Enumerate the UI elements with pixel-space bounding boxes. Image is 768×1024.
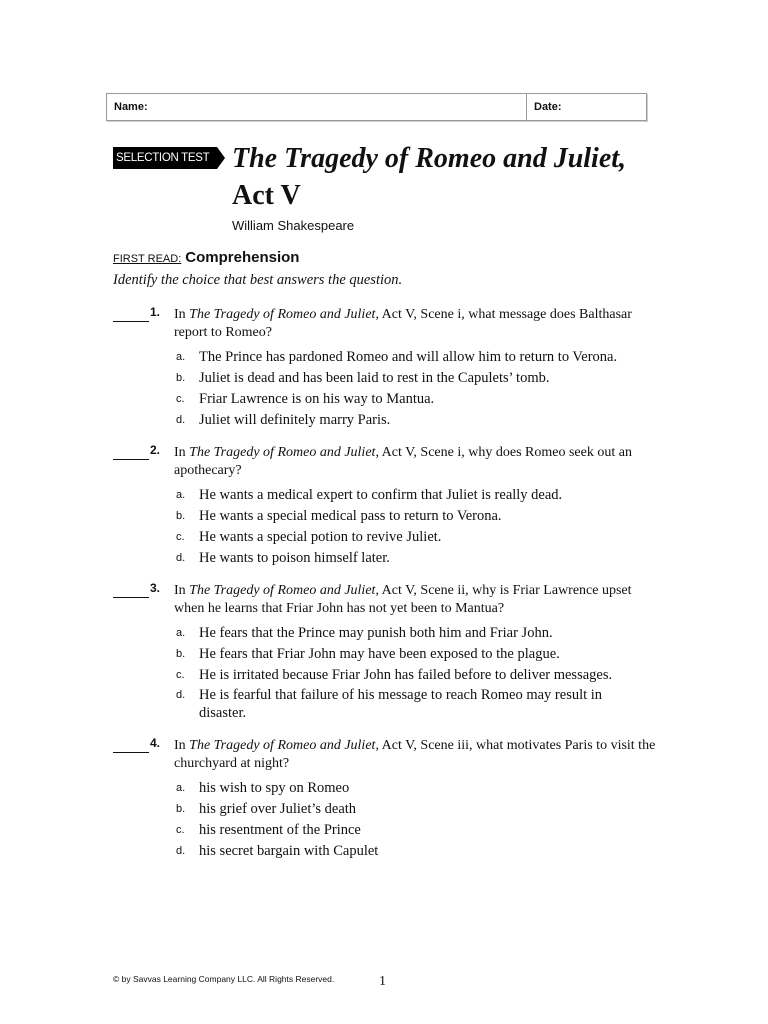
option-text: Juliet is dead and has been laid to rest in the Capulets’ tomb. [199, 370, 550, 386]
work-title: The Tragedy of Romeo and Juliet [189, 583, 376, 598]
section-title: Comprehension [185, 249, 300, 266]
option-text: Friar Lawrence is on his way to Mantua. [199, 391, 435, 407]
answer-blank[interactable] [113, 582, 149, 598]
option-letter: b. [176, 372, 186, 384]
option-letter: a. [176, 627, 186, 639]
author: William Shakespeare [232, 218, 355, 233]
option-text: The Prince has pardoned Romeo and will allow him to return to Verona. [199, 349, 618, 365]
option-text: He wants a special potion to revive Juliet. [199, 529, 442, 545]
option-text: his wish to spy on Romeo [199, 780, 350, 796]
option-letter: d. [176, 414, 186, 426]
option-letter: b. [176, 803, 186, 815]
option-letter: d. [176, 689, 186, 701]
selection-test-badge: SELECTION TEST [113, 147, 217, 169]
option-text: Juliet will definitely marry Paris. [199, 412, 391, 428]
option-letter: b. [176, 648, 186, 660]
option-letter: d. [176, 845, 186, 857]
question-text: In The Tragedy of Romeo and Juliet, Act V, Scene i, what message does Balthasar report to Romeo? [174, 307, 632, 340]
work-title: The Tragedy of Romeo and Juliet [189, 307, 376, 322]
answer-blank[interactable] [113, 737, 149, 753]
option-letter: c. [176, 669, 185, 681]
question-number: 2. [150, 443, 161, 457]
name-date-box [106, 93, 647, 121]
question-number: 1. [150, 305, 161, 319]
option-letter: d. [176, 552, 186, 564]
option-letter: a. [176, 782, 186, 794]
option-letter: c. [176, 824, 185, 836]
date-field[interactable] [527, 94, 646, 120]
option-text: He is irritated because Friar John has failed before to deliver messages. [199, 667, 613, 683]
copyright-footer: © by Savvas Learning Company LLC. All Rights Reserved. [113, 974, 335, 984]
page-number: 1 [379, 974, 386, 989]
first-read-label: FIRST READ: [113, 253, 182, 265]
option-text: He is fearful that failure of his message to reach Romeo may result in disaster. [199, 687, 603, 721]
answer-blank[interactable] [113, 444, 149, 460]
option-text: He fears that the Prince may punish both him and Friar John. [199, 625, 553, 641]
answer-blank[interactable] [113, 306, 149, 322]
name-label: Name: [114, 101, 148, 113]
question-text: In The Tragedy of Romeo and Juliet, Act V, Scene ii, why is Friar Lawrence upset when he learns that Friar John has not yet been to Mantua? [174, 583, 632, 616]
option-text: He fears that Friar John may have been exposed to the plague. [199, 646, 560, 662]
question-text: In The Tragedy of Romeo and Juliet, Act V, Scene i, why does Romeo seek out an apothecary? [174, 445, 632, 478]
question-text: In The Tragedy of Romeo and Juliet, Act V, Scene iii, what motivates Paris to visit the churchyard at night? [174, 738, 656, 771]
work-title: The Tragedy of Romeo and Juliet [189, 738, 376, 753]
instructions: Identify the choice that best answers the question. [113, 272, 403, 288]
option-text: He wants a special medical pass to return to Verona. [199, 508, 502, 524]
option-text: his resentment of the Prince [199, 822, 361, 838]
option-text: He wants to poison himself later. [199, 550, 390, 566]
option-letter: a. [176, 489, 186, 501]
option-text: his secret bargain with Capulet [199, 843, 379, 859]
option-letter: b. [176, 510, 186, 522]
question-number: 3. [150, 581, 161, 595]
name-field[interactable] [107, 94, 527, 120]
option-letter: a. [176, 351, 186, 363]
work-title: The Tragedy of Romeo and Juliet [189, 445, 376, 460]
option-text: He wants a medical expert to confirm that Juliet is really dead. [199, 487, 563, 503]
option-letter: c. [176, 393, 185, 405]
date-label: Date: [534, 101, 562, 113]
page-title: The Tragedy of Romeo and Juliet, [232, 143, 627, 174]
question-number: 4. [150, 736, 161, 750]
option-letter: c. [176, 531, 185, 543]
badge-arrow [217, 147, 225, 169]
page-title-act: Act V [232, 180, 301, 211]
section-heading [113, 249, 299, 267]
option-text: his grief over Juliet’s death [199, 801, 357, 817]
